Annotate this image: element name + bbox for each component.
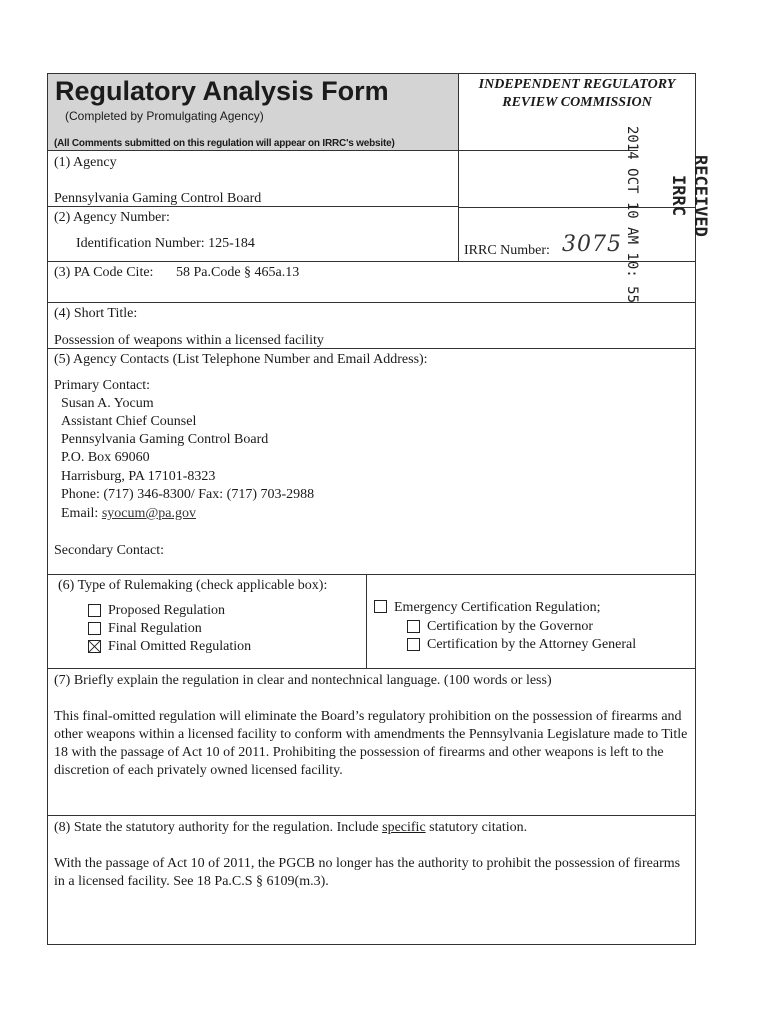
irrc-number-handwritten: 3075 <box>562 232 622 257</box>
irrc-mid-rule <box>458 207 695 208</box>
primary-contact-email-row <box>61 505 196 523</box>
date-stamp: 2014 OCT 10 AM 10: 55 <box>624 126 640 304</box>
emergency-certification-checkbox[interactable] <box>374 600 387 613</box>
email-label: Email: <box>61 506 99 521</box>
short-title-value: Possession of weapons within a licensed facility <box>54 333 324 348</box>
proposed-regulation-label: Proposed Regulation <box>108 603 226 618</box>
irrc-stamp: IRRC <box>668 175 688 216</box>
irrc-heading-line1: INDEPENDENT REGULATORY <box>478 77 676 92</box>
authority-label <box>54 819 527 837</box>
email-link[interactable]: syocum@pa.gov <box>101 506 196 521</box>
governor-certification-checkbox[interactable] <box>407 620 420 633</box>
rulemaking-rule <box>48 668 695 669</box>
primary-contact-name: Susan A. Yocum <box>61 396 154 411</box>
primary-contact-po-box: P.O. Box 69060 <box>61 450 150 465</box>
agency-number-rule <box>48 261 695 262</box>
attorney-general-certification-label: Certification by the Attorney General <box>427 637 637 652</box>
secondary-contact-label: Secondary Contact: <box>54 543 165 558</box>
explain-rule <box>48 815 695 816</box>
contacts-rule <box>48 574 695 575</box>
authority-label-specific: specific <box>382 820 426 835</box>
authority-text: With the passage of Act 10 of 2011, the PGCB no longer has the authority to prohibit the possession of firearms in a licensed facility. See 18 Pa.C.S § 6109(m.3). <box>54 856 681 889</box>
irrc-heading-line2: REVIEW COMMISSION <box>502 95 652 110</box>
explain-text: This final-omitted regulation will eliminate the Board’s regulatory prohibition on the possession of firearms and other weapons within a licensed facility to conform with amendments the Pennsylvania Legislature made to Title 18 with the passage of Act 10 of 2011. Prohibiting the possession of firearms and other weapons is left to the discretion of each privately owned licensed facility. <box>54 709 688 778</box>
header-divider <box>458 74 459 261</box>
form-subtitle: (Completed by Promulgating Agency) <box>65 109 264 123</box>
irrc-number-label: IRRC Number: <box>464 243 550 258</box>
primary-contact-phone: Phone: (717) 346-8300/ Fax: (717) 703-2988 <box>61 487 315 502</box>
attorney-general-certification-checkbox[interactable] <box>407 638 420 651</box>
final-regulation-label: Final Regulation <box>108 621 202 636</box>
form-title: Regulatory Analysis Form <box>55 76 389 106</box>
authority-label-start: (8) State the statutory authority for the regulation. Include <box>54 820 383 835</box>
pa-code-rule <box>48 302 695 303</box>
irrc-heading <box>462 76 692 112</box>
final-regulation-checkbox[interactable] <box>88 622 101 635</box>
explain-label: (7) Briefly explain the regulation in clear and nontechnical language. (100 words or less) <box>54 673 552 688</box>
authority-label-end: statutory citation. <box>425 820 528 835</box>
rulemaking-label: (6) Type of Rulemaking (check applicable box): <box>58 578 328 593</box>
agency-name: Pennsylvania Gaming Control Board <box>54 191 262 206</box>
agency-label: (1) Agency <box>54 155 117 170</box>
primary-contact-label: Primary Contact: <box>54 378 151 393</box>
final-omitted-regulation-label: Final Omitted Regulation <box>108 639 252 654</box>
pa-code-label: (3) PA Code Cite: <box>54 265 154 280</box>
primary-contact-title: Assistant Chief Counsel <box>61 414 197 429</box>
short-title-label: (4) Short Title: <box>54 306 138 321</box>
primary-contact-agency: Pennsylvania Gaming Control Board <box>61 432 269 447</box>
pa-code-value: 58 Pa.Code § 465a.13 <box>176 265 300 280</box>
agency-number-label: (2) Agency Number: <box>54 210 170 225</box>
irrc-rule <box>458 150 638 151</box>
governor-certification-label: Certification by the Governor <box>427 619 594 634</box>
proposed-regulation-checkbox[interactable] <box>88 604 101 617</box>
primary-contact-city: Harrisburg, PA 17101-8323 <box>61 469 216 484</box>
identification-number: Identification Number: 125-184 <box>76 236 255 251</box>
received-stamp: RECEIVED <box>690 155 710 237</box>
contacts-label: (5) Agency Contacts (List Telephone Number and Email Address): <box>54 352 428 367</box>
emergency-certification-label: Emergency Certification Regulation; <box>394 600 601 615</box>
final-omitted-regulation-checkbox[interactable] <box>88 640 101 653</box>
title-bottom-rule <box>48 150 458 151</box>
rulemaking-divider <box>366 575 367 668</box>
comments-note: (All Comments submitted on this regulation will appear on IRRC's website) <box>54 138 395 149</box>
